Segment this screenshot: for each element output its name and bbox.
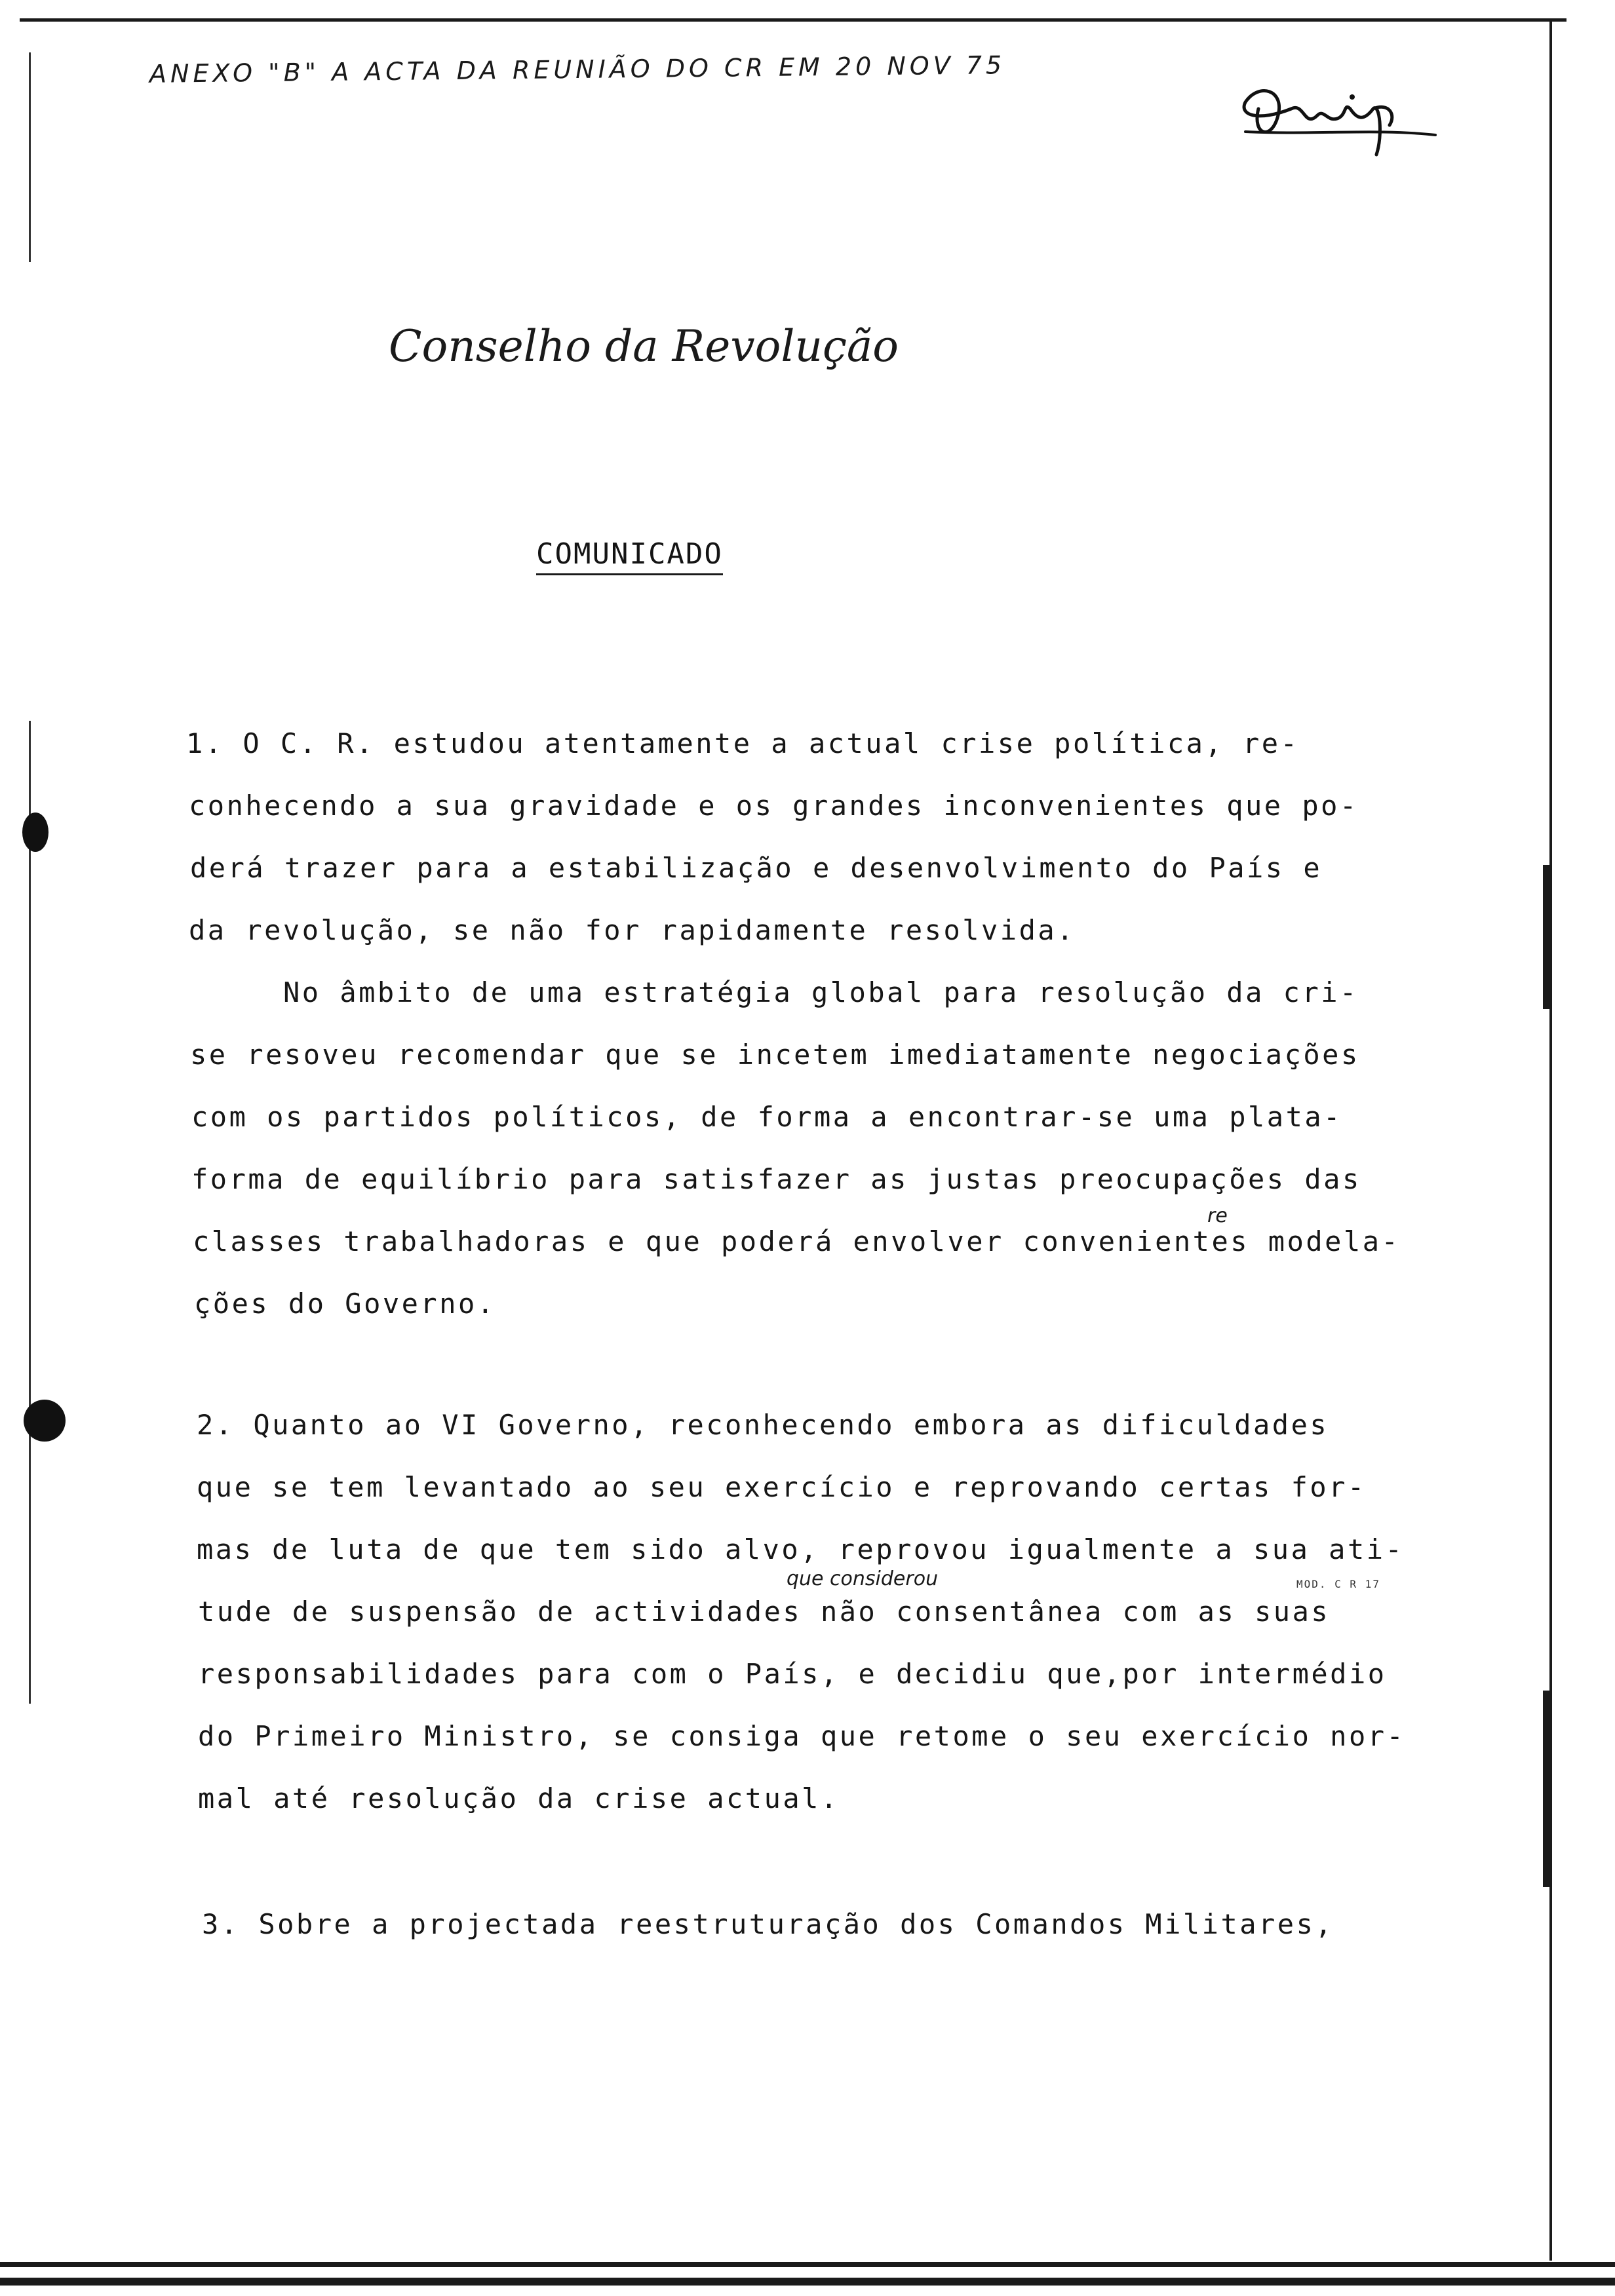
text-line: classes trabalhadoras e que poderá envolver convenientes modela- bbox=[193, 1225, 1401, 1257]
text-line: ções do Governo. bbox=[194, 1288, 496, 1320]
text-line: tude de suspensão de actividades não consentânea com as suas bbox=[198, 1596, 1331, 1628]
scan-edge-bottom bbox=[0, 2262, 1615, 2267]
text-line: No âmbito de uma estratégia global para resolução da cri- bbox=[283, 976, 1359, 1008]
scan-edge-bottom bbox=[0, 2278, 1615, 2286]
text-line: se resoveu recomendar que se incetem imediatamente negociações bbox=[190, 1039, 1360, 1071]
scan-edge-right-mark bbox=[1543, 865, 1549, 1009]
scan-edge-left bbox=[29, 52, 31, 262]
document-title: COMUNICADO bbox=[536, 537, 723, 575]
punch-hole bbox=[22, 813, 49, 852]
text-line: com os partidos políticos, de forma a encontrar-se uma plata- bbox=[191, 1101, 1342, 1133]
text-line: 2. Quanto ao VI Governo, reconhecendo embora as dificuldades bbox=[197, 1409, 1329, 1441]
text-line: derá trazer para a estabilização e desenvolvimento do País e bbox=[190, 852, 1323, 884]
scan-edge-right-mark bbox=[1543, 1691, 1549, 1887]
form-code: MOD. C R 17 bbox=[1296, 1578, 1380, 1590]
text-line: 1. O C. R. estudou atentamente a actual crise política, re- bbox=[186, 727, 1300, 759]
handwritten-insertion: que considerou bbox=[787, 1567, 939, 1590]
scan-edge-left bbox=[29, 721, 31, 1704]
text-line: mas de luta de que tem sido alvo, reprovou igualmente a sua ati- bbox=[197, 1533, 1405, 1565]
text-line: do Primeiro Ministro, se consiga que retome o seu exercício nor- bbox=[198, 1720, 1406, 1752]
text-line: forma de equilíbrio para satisfazer as justas preocupações das bbox=[191, 1163, 1361, 1195]
handwritten-signature bbox=[1232, 63, 1442, 161]
text-line: 3. Sobre a projectada reestruturação dos Comandos Militares, bbox=[202, 1908, 1334, 1940]
letterhead: Conselho da Revolução bbox=[388, 321, 899, 372]
handwritten-annotation: ANEXO "B" A ACTA DA REUNIÃO DO CR EM 20 NOV 75 bbox=[149, 50, 1006, 88]
text-line: mal até resolução da crise actual. bbox=[198, 1782, 840, 1814]
text-line: conhecendo a sua gravidade e os grandes inconvenientes que po- bbox=[189, 790, 1359, 822]
text-line: que se tem levantado ao seu exercício e reprovando certas for- bbox=[197, 1471, 1367, 1503]
handwritten-insertion: re bbox=[1207, 1204, 1228, 1227]
text-line: da revolução, se não for rapidamente resolvida. bbox=[189, 914, 1076, 946]
scan-edge-top bbox=[20, 18, 1566, 22]
punch-hole bbox=[24, 1400, 66, 1442]
text-line: responsabilidades para com o País, e decidiu que,por intermédio bbox=[198, 1658, 1387, 1690]
